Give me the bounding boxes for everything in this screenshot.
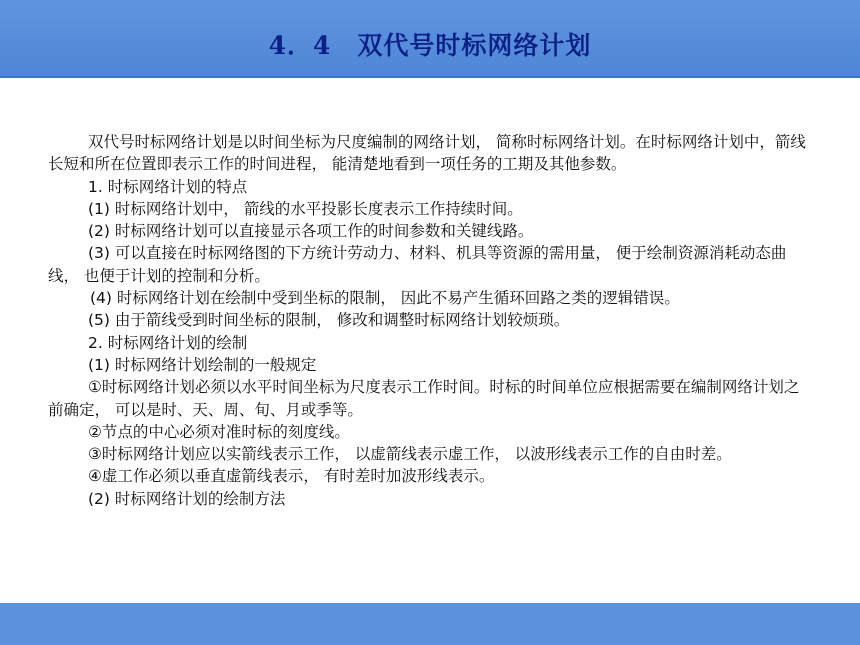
slide-title: 4．4 双代号时标网络计划 (268, 31, 592, 60)
list-item: (5) 由于箭线受到时间坐标的限制， 修改和调整时标网络计划较烦琐。 (88, 311, 570, 330)
list-item: (4) 时标网络计划在绘制中受到坐标的限制， 因此不易产生循环回路之类的逻辑错误。 (90, 289, 680, 308)
list-item: ③时标网络计划应以实箭线表示工作， 以虚箭线表示虚工作， 以波形线表示工作的自由时差。 (88, 445, 732, 464)
footer-bar (0, 603, 860, 645)
heading-drawing: 2. 时标网络计划的绘制 (88, 333, 248, 352)
list-item: ④虚工作必须以垂直虚箭线表示， 有时差时加波形线表示。 (88, 467, 495, 486)
list-item: (2) 时标网络计划可以直接显示各项工作的时间参数和关键线路。 (88, 222, 534, 241)
paragraph-intro: 双代号时标网络计划是以时间坐标为尺度编制的网络计划， 简称时标网络计划。在时标网络计划中，箭线长短和所在位置即表示工作的时间进程， 能清楚地看到一项任务的工期及其他参数。 (48, 133, 806, 174)
list-item: (3) 可以直接在时标网络图的下方统计劳动力、材料、机具等资源的需用量， 便于绘制资源消耗动态曲线， 也便于计划的控制和分析。 (48, 244, 787, 285)
slide-content (48, 131, 808, 510)
list-item: (1) 时标网络计划中， 箭线的水平投影长度表示工作持续时间。 (88, 199, 523, 218)
heading-features: 1. 时标网络计划的特点 (88, 177, 248, 196)
subheading-method: (2) 时标网络计划的绘制方法 (88, 489, 286, 508)
list-item: ②节点的中心必须对准时标的刻度线。 (88, 422, 350, 441)
subheading-rules: (1) 时标网络计划绘制的一般规定 (88, 355, 317, 374)
list-item: ①时标网络计划必须以水平时间坐标为尺度表示工作时间。时标的时间单位应根据需要在编制网络计划之前确定， 可以是时、天、周、旬、月或季等。 (48, 378, 800, 419)
